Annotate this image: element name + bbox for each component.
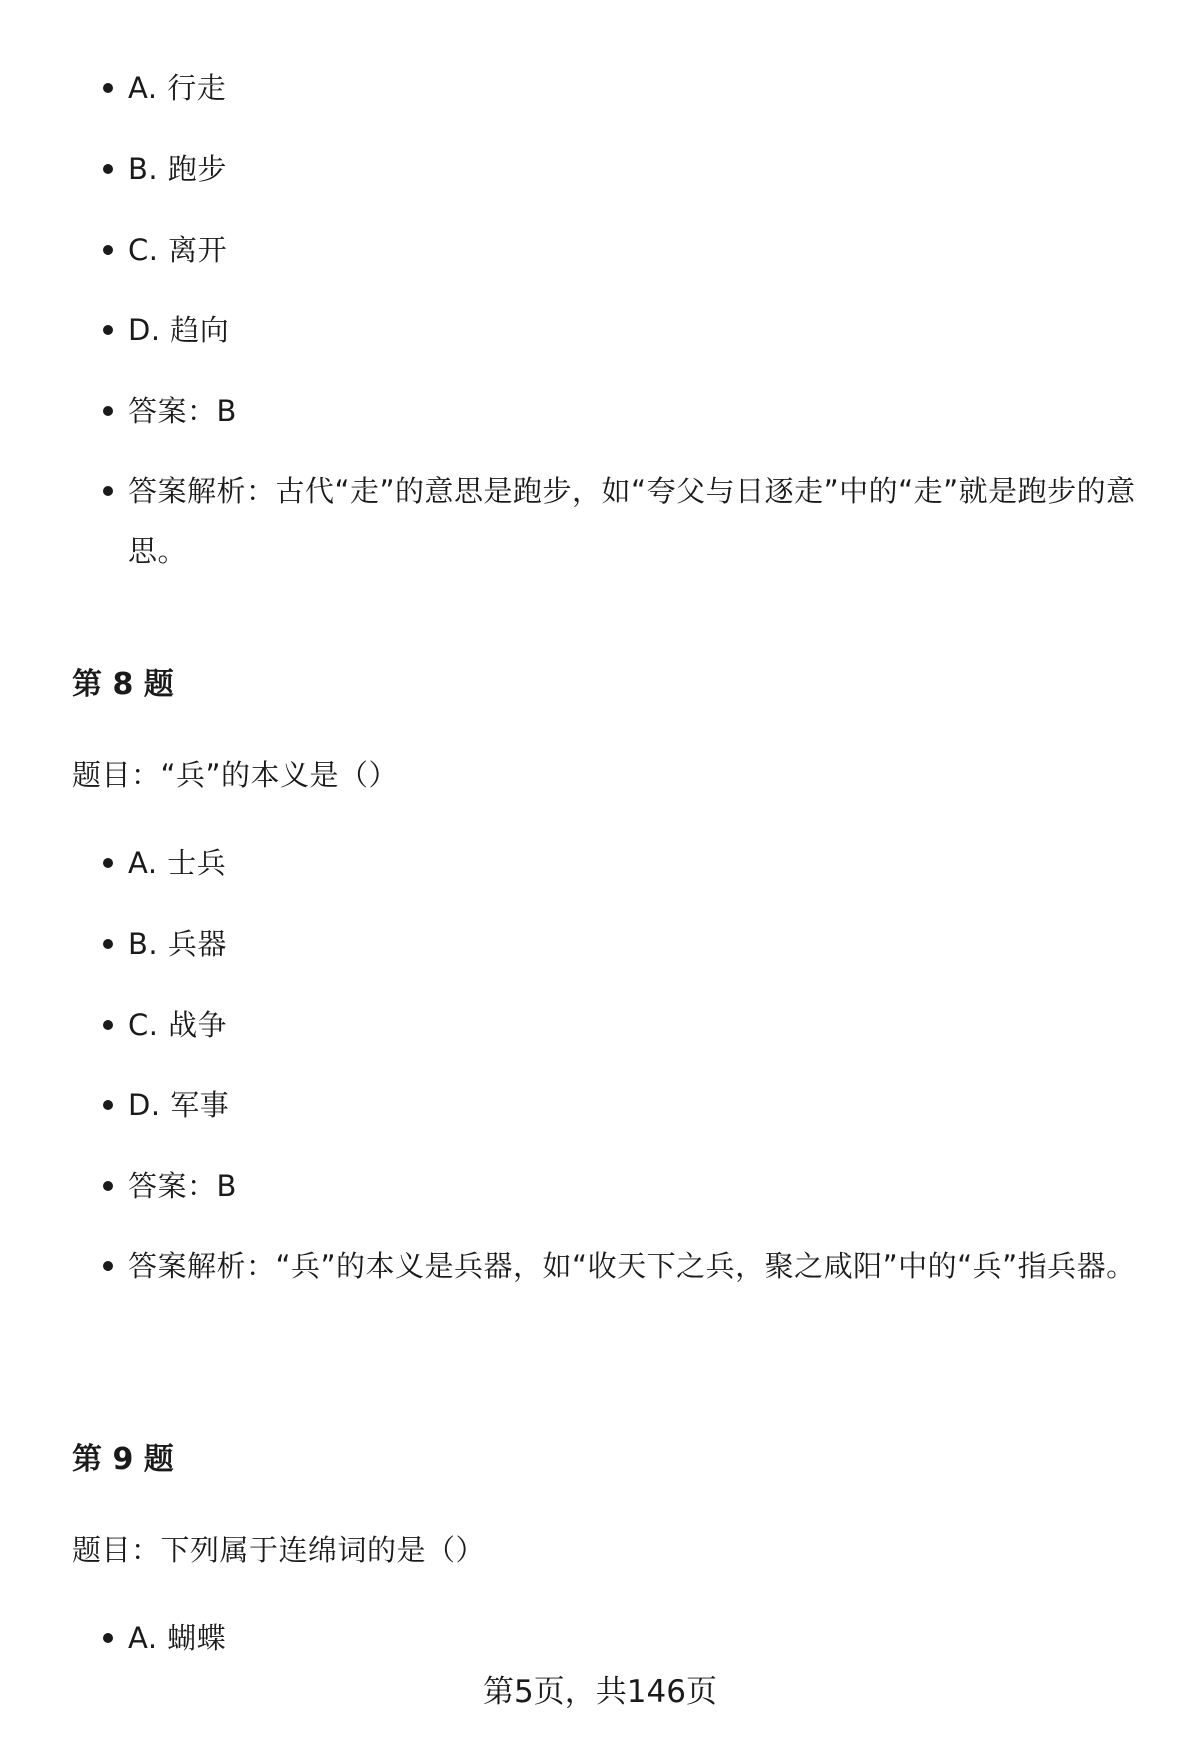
q7-option-d: D. 趋向 [128, 313, 230, 347]
list-item [128, 914, 1138, 974]
list-item [128, 461, 1138, 581]
q8-option-a: A. 士兵 [128, 846, 227, 880]
q8-option-b: B. 兵器 [128, 927, 227, 961]
q8-option-c: C. 战争 [128, 1008, 228, 1042]
bullet-icon [103, 858, 113, 868]
q7-option-b: B. 跑步 [128, 152, 227, 186]
q8-stem: 题目：“兵”的本义是（） [72, 758, 399, 792]
q8-heading: 第 8 题 [72, 667, 174, 702]
q7-option-a: A. 行走 [128, 71, 227, 105]
bullet-icon [103, 406, 113, 416]
q9-option-a: A. 蝴蝶 [128, 1621, 227, 1655]
q7-option-c: C. 离开 [128, 233, 228, 267]
bullet-icon [103, 245, 113, 255]
list-item [128, 300, 1138, 360]
list-item [128, 833, 1138, 893]
q8-option-d: D. 军事 [128, 1088, 230, 1122]
bullet-icon [103, 83, 113, 93]
list-item [128, 381, 1138, 441]
bullet-icon [103, 1633, 113, 1643]
bullet-icon [103, 325, 113, 335]
bullet-icon [103, 1181, 113, 1191]
page-number-footer: 第5页，共146页 [483, 1674, 717, 1710]
list-item [128, 1236, 1138, 1296]
list-item [128, 220, 1138, 280]
list-item [128, 139, 1138, 199]
list-item [128, 1075, 1138, 1135]
bullet-icon [103, 939, 113, 949]
bullet-icon [103, 1261, 113, 1271]
q7-analysis: 答案解析：古代“走”的意思是跑步，如“夸父与日逐走”中的“走”就是跑步的意思。 [128, 474, 1136, 568]
bullet-icon [103, 1100, 113, 1110]
q8-answer: 答案：B [128, 1169, 237, 1203]
q8-analysis: 答案解析：“兵”的本义是兵器，如“收天下之兵，聚之咸阳”中的“兵”指兵器。 [128, 1249, 1136, 1283]
bullet-icon [103, 164, 113, 174]
list-item [128, 1608, 1138, 1668]
q9-heading: 第 9 题 [72, 1442, 174, 1477]
list-item [128, 58, 1138, 118]
q9-stem: 题目：下列属于连绵词的是（） [72, 1533, 486, 1567]
list-item [128, 1156, 1138, 1216]
bullet-icon [103, 1020, 113, 1030]
bullet-icon [103, 486, 113, 496]
q7-answer: 答案：B [128, 394, 237, 428]
list-item [128, 995, 1138, 1055]
